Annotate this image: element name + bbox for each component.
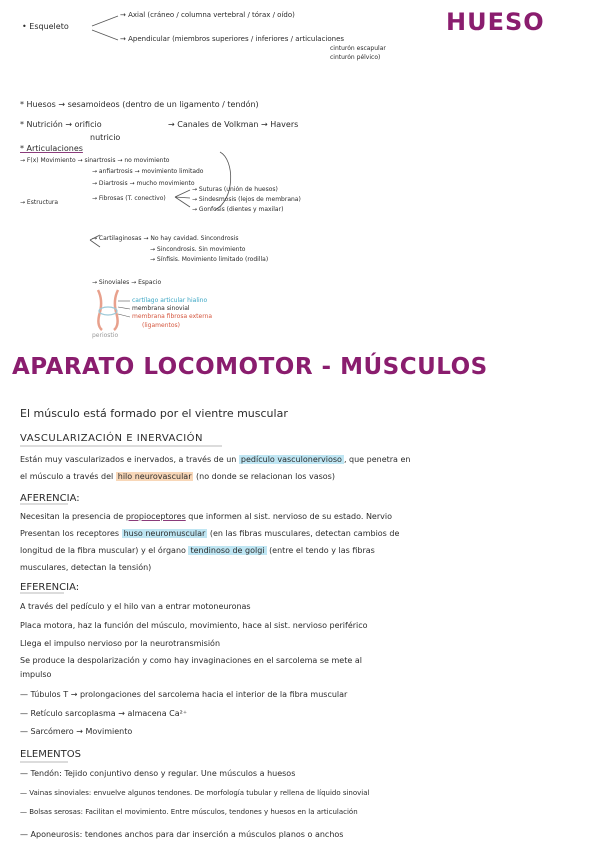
- ef-line-1: A través del pedículo y el hilo van a entrar motoneuronas: [20, 602, 251, 611]
- art-sincondrosis: → Sincondrosis. Sin movimiento: [150, 246, 246, 253]
- intro-line: El músculo está formado por el vientre muscular: [20, 407, 288, 420]
- esqueleto-label: • Esqueleto: [22, 22, 69, 31]
- knee-joint-diagram: [98, 290, 130, 330]
- vasc-line-2: [20, 473, 335, 481]
- art-fx: → F(x) Movimiento → sinartrosis → no movimiento: [20, 157, 170, 164]
- vasc-1c: , que penetra en: [343, 455, 411, 464]
- page-title-musculos: APARATO LOCOMOTOR - MÚSCULOS: [12, 354, 488, 380]
- af-line-1: [20, 513, 392, 521]
- diagram-label-membrana: membrana sinovial: [132, 305, 190, 312]
- vasc-2c: (no donde se relacionan los vasos): [196, 472, 335, 481]
- propioceptores: propioceptores: [125, 512, 186, 521]
- art-fibrosas: → Fibrosas (T. conectivo): [92, 195, 166, 202]
- articulaciones-heading: * Articulaciones: [20, 144, 83, 153]
- eferencia-heading: EFERENCIA:: [20, 582, 80, 593]
- diagram-label-cartilago: cartílago articular hialino: [132, 297, 208, 304]
- nutricion-nutricio: nutricio: [90, 133, 121, 142]
- diagram-label-capsula: membrana fibrosa externa: [132, 313, 213, 320]
- elementos-heading: ELEMENTOS: [20, 749, 81, 760]
- huesos-sesamoideos: * Huesos → sesamoideos (dentro de un ligamento / tendón): [20, 100, 259, 109]
- af-line-3: [20, 547, 375, 555]
- af-2c: (en las fibras musculares, detectan cambios de: [209, 529, 400, 538]
- aferencia-heading: AFERENCIA:: [20, 493, 80, 504]
- ef-line-2: Placa motora, haz la función del músculo, movimiento, hace al sist. nervioso periférico: [20, 621, 368, 630]
- pediculo-highlight: pedículo vasculonervioso: [240, 455, 342, 464]
- ef-line-5: impulso: [20, 670, 52, 679]
- af-1a: Necesitan la presencia de: [20, 512, 124, 521]
- art-cartilaginosas: → Cartilaginosas → No hay cavidad. Sincondrosis: [92, 235, 239, 242]
- el-line-2: — Vainas sinoviales: envuelve algunos tendones. De morfología tubular y rellena de líquido sinovial: [20, 789, 370, 797]
- vasc-2a: el músculo a través del: [20, 472, 114, 481]
- huso-highlight: huso neuromuscular: [123, 529, 206, 538]
- af-3c: (entre el tendo y las fibras: [269, 546, 375, 555]
- ef-line-4: Se produce la despolarización y como hay invaginaciones en el sarcolema se mete al: [20, 656, 362, 665]
- art-gonfosis: → Gonfosis (dientes y maxilar): [192, 206, 284, 213]
- golgi-highlight: tendinoso de golgi: [190, 546, 265, 555]
- el-line-3: — Bolsas serosas: Facilitan el movimiento. Entre músculos, tendones y huesos en la articulación: [20, 808, 358, 816]
- af-1c: que informen al sist. nervioso de su estado. Nervio: [188, 512, 392, 521]
- art-anfiartrosis: → anfiartrosis → movimiento limitado: [92, 168, 204, 175]
- hilo-highlight: hilo neurovascular: [117, 472, 192, 481]
- esqueleto-apendicular: → Apendicular (miembros superiores / inferiores / articulaciones: [120, 35, 345, 43]
- ef-line-3: Llega el impulso nervioso por la neurotransmisión: [20, 639, 221, 648]
- esqueleto-apendicular-2: cinturón escapular: [330, 45, 386, 52]
- diagram-label-ligamentos: (ligamentos): [142, 322, 180, 329]
- af-2a: Presentan los receptores: [20, 529, 120, 538]
- ef-line-6: — Túbulos T → prolongaciones del sarcolema hacia el interior de la fibra muscular: [20, 690, 348, 699]
- nutricion-line: * Nutrición → orificio: [20, 120, 102, 129]
- el-line-1: — Tendón: Tejido conjuntivo denso y regular. Une músculos a huesos: [20, 769, 296, 778]
- el-line-4: — Aponeurosis: tendones anchos para dar inserción a músculos planos o anchos: [20, 830, 344, 839]
- af-line-2: [20, 530, 399, 538]
- vasc-1a: Están muy vascularizados e inervados, a través de un: [20, 455, 237, 464]
- art-suturas: → Suturas (unión de huesos): [192, 186, 278, 193]
- page-title-hueso: HUESO: [446, 8, 545, 36]
- nutricion-canales: → Canales de Volkman → Havers: [168, 120, 299, 129]
- art-diartrosis: → Diartrosis → mucho movimiento: [92, 180, 195, 187]
- art-estructura: → Estructura: [20, 199, 59, 206]
- art-sindesmosis: → Sindesmosis (lejos de membrana): [192, 196, 301, 203]
- ef-line-7: — Retículo sarcoplasma → almacena Ca²⁺: [20, 709, 188, 718]
- art-sinfisis: → Sínfisis. Movimiento limitado (rodilla): [150, 256, 269, 263]
- esqueleto-apendicular-3: cinturón pélvico): [330, 54, 381, 61]
- art-sinoviales: → Sinoviales → Espacio: [92, 279, 162, 286]
- vascularizacion-heading: VASCULARIZACIÓN E INERVACIÓN: [20, 433, 204, 444]
- af-line-4: musculares, detectan la tensión): [20, 563, 152, 572]
- diagram-label-periostio: periostio: [92, 332, 119, 339]
- af-3a: longitud de la fibra muscular) y el órgano: [20, 546, 186, 555]
- esqueleto-axial: → Axial (cráneo / columna vertebral / tórax / oído): [120, 11, 295, 19]
- vasc-line-1: [20, 456, 411, 464]
- ef-line-8: — Sarcómero → Movimiento: [20, 727, 133, 736]
